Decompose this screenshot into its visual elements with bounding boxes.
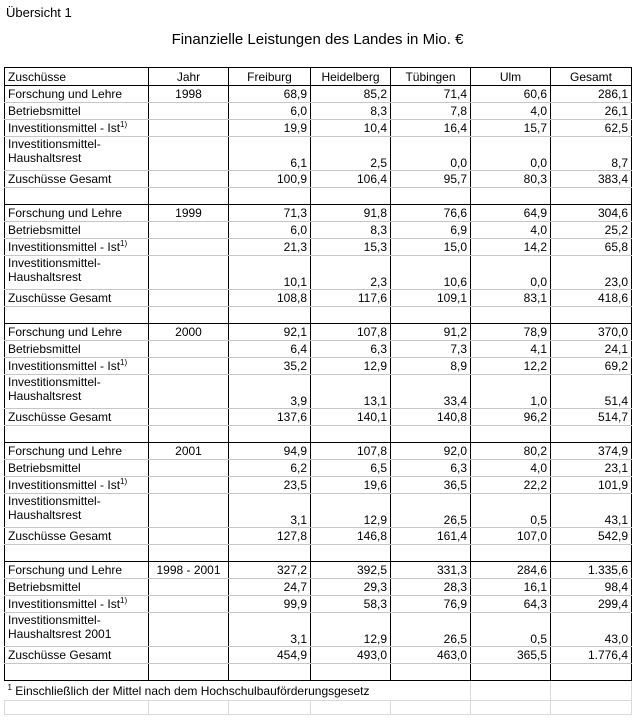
value-cell: 3,9 [229, 375, 311, 409]
value-cell: 4,1 [471, 341, 551, 358]
value-cell: 392,5 [311, 562, 391, 579]
value-cell: 8,3 [311, 222, 391, 239]
value-cell: 286,1 [551, 86, 632, 103]
year-cell [149, 103, 229, 120]
value-cell: 4,0 [471, 460, 551, 477]
spacer-row [5, 545, 632, 562]
value-cell: 6,9 [391, 222, 471, 239]
spacer-cell [149, 426, 229, 443]
spacer-cell [229, 188, 311, 205]
value-cell: 10,4 [311, 120, 391, 137]
value-cell: 299,4 [551, 596, 632, 613]
value-cell: 24,1 [551, 341, 632, 358]
value-cell: 29,3 [311, 579, 391, 596]
value-cell: 0,5 [471, 613, 551, 647]
value-cell: 19,6 [311, 477, 391, 494]
year-cell [149, 477, 229, 494]
spacer-cell [149, 545, 229, 562]
value-cell: 140,8 [391, 409, 471, 426]
spacer-row [5, 188, 632, 205]
year-cell [149, 222, 229, 239]
value-cell: 92,1 [229, 324, 311, 341]
spacer-cell [391, 664, 471, 681]
spacer-row [5, 307, 632, 324]
row-label-cell: Investitionsmittel - Ist$^{1)}$ [5, 120, 149, 137]
row-label-cell: Betriebsmittel [5, 460, 149, 477]
table-row [5, 256, 632, 290]
value-cell: 100,9 [229, 171, 311, 188]
column-header-ulm: Ulm [471, 68, 551, 86]
spacer-cell [391, 545, 471, 562]
year-cell [149, 528, 229, 545]
row-label-cell: Zuschüsse Gesamt [5, 171, 149, 188]
row-label-cell: Investitionsmittel - Ist$^{1)}$ [5, 358, 149, 375]
spacer-cell [149, 307, 229, 324]
year-cell: 1999 [149, 205, 229, 222]
row-label-cell: Forschung und Lehre [5, 443, 149, 460]
year-cell [149, 290, 229, 307]
spacer-cell [471, 545, 551, 562]
value-cell: 21,3 [229, 239, 311, 256]
value-cell: 26,5 [391, 613, 471, 647]
value-cell: 12,2 [471, 358, 551, 375]
grid-cell [471, 701, 551, 715]
grid-cell [229, 701, 311, 715]
row-label-cell: Investitionsmittel- Haushaltsrest [5, 256, 149, 290]
page-heading: Übersicht 1 [6, 5, 72, 20]
column-header-jahr: Jahr [149, 68, 229, 86]
spacer-cell [471, 664, 551, 681]
table-row [5, 460, 632, 477]
value-cell: 24,7 [229, 579, 311, 596]
grid-cell [551, 701, 632, 715]
table-row [5, 171, 632, 188]
row-label-cell: Zuschüsse Gesamt [5, 409, 149, 426]
value-cell: 107,8 [311, 324, 391, 341]
value-cell: 78,9 [471, 324, 551, 341]
spacer-cell [5, 426, 149, 443]
value-cell: 83,1 [471, 290, 551, 307]
label-superscript: 1) [120, 358, 128, 367]
value-cell: 106,4 [311, 171, 391, 188]
table-row [5, 562, 632, 579]
table-row [5, 409, 632, 426]
table-row [5, 205, 632, 222]
table-row [5, 494, 632, 528]
value-cell: 65,8 [551, 239, 632, 256]
value-cell: 15,0 [391, 239, 471, 256]
table-header-row [5, 68, 632, 86]
row-label-cell: Investitionsmittel- Haushaltsrest 2001 [5, 613, 149, 647]
row-label-cell: Investitionsmittel - Ist$^{1)}$ [5, 596, 149, 613]
value-cell: 98,4 [551, 579, 632, 596]
year-cell [149, 358, 229, 375]
row-label-cell: Betriebsmittel [5, 579, 149, 596]
spacer-cell [471, 307, 551, 324]
value-cell: 161,4 [391, 528, 471, 545]
spacer-cell [551, 188, 632, 205]
value-cell: 80,3 [471, 171, 551, 188]
value-cell: 92,0 [391, 443, 471, 460]
spacer-cell [391, 188, 471, 205]
spacer-cell [311, 307, 391, 324]
value-cell: 6,0 [229, 103, 311, 120]
grid-cell [311, 701, 391, 715]
row-label-cell: Betriebsmittel [5, 222, 149, 239]
value-cell: 51,4 [551, 375, 632, 409]
value-cell: 36,5 [391, 477, 471, 494]
value-cell: 6,3 [391, 460, 471, 477]
spacer-cell [551, 664, 632, 681]
value-cell: 94,9 [229, 443, 311, 460]
value-cell: 2,5 [311, 137, 391, 171]
value-cell: 374,9 [551, 443, 632, 460]
row-label-cell: Investitionsmittel- Haushaltsrest [5, 137, 149, 171]
year-cell: 1998 [149, 86, 229, 103]
value-cell: 7,8 [391, 103, 471, 120]
value-cell: 68,9 [229, 86, 311, 103]
value-cell: 0,0 [471, 256, 551, 290]
table-row [5, 596, 632, 613]
year-cell [149, 137, 229, 171]
value-cell: 1,0 [471, 375, 551, 409]
table-row [5, 324, 632, 341]
value-cell: 69,2 [551, 358, 632, 375]
row-label-cell: Forschung und Lehre [5, 86, 149, 103]
spacer-row [5, 426, 632, 443]
spacer-cell [5, 664, 149, 681]
row-label-cell: Forschung und Lehre [5, 324, 149, 341]
year-cell [149, 596, 229, 613]
value-cell: 284,6 [471, 562, 551, 579]
value-cell: 140,1 [311, 409, 391, 426]
value-cell: 107,0 [471, 528, 551, 545]
footnote-grid-cell [551, 681, 632, 701]
value-cell: 108,8 [229, 290, 311, 307]
row-label-cell: Investitionsmittel- Haushaltsrest [5, 494, 149, 528]
table-row [5, 222, 632, 239]
value-cell: 117,6 [311, 290, 391, 307]
year-cell [149, 613, 229, 647]
value-cell: 10,6 [391, 256, 471, 290]
spacer-cell [5, 545, 149, 562]
column-header-heidelberg: Heidelberg [311, 68, 391, 86]
value-cell: 95,7 [391, 171, 471, 188]
page-title: Finanzielle Leistungen des Landes in Mio. € [171, 31, 464, 48]
value-cell: 383,4 [551, 171, 632, 188]
value-cell: 3,1 [229, 613, 311, 647]
value-cell: 14,2 [471, 239, 551, 256]
column-header-gesamt: Gesamt [551, 68, 632, 86]
value-cell: 91,8 [311, 205, 391, 222]
table-row [5, 86, 632, 103]
table-row [5, 443, 632, 460]
value-cell: 43,0 [551, 613, 632, 647]
year-cell [149, 494, 229, 528]
spacer-cell [391, 426, 471, 443]
table-row [5, 477, 632, 494]
value-cell: 2,3 [311, 256, 391, 290]
table-row [5, 290, 632, 307]
value-cell: 91,2 [391, 324, 471, 341]
footnote-sup: 1 [7, 682, 12, 692]
spacer-cell [229, 545, 311, 562]
row-label-cell: Zuschüsse Gesamt [5, 647, 149, 664]
value-cell: 6,0 [229, 222, 311, 239]
spacer-cell [471, 188, 551, 205]
footnote-row [5, 681, 632, 701]
spacer-cell [311, 545, 391, 562]
year-cell [149, 341, 229, 358]
value-cell: 12,9 [311, 494, 391, 528]
spacer-cell [311, 426, 391, 443]
finance-table-body [5, 86, 632, 681]
table-row [5, 239, 632, 256]
finance-table [4, 67, 632, 715]
row-label-cell: Forschung und Lehre [5, 205, 149, 222]
row-label-cell: Investitionsmittel - Ist$^{1)}$ [5, 239, 149, 256]
label-superscript: 1) [120, 477, 128, 486]
value-cell: 12,9 [311, 358, 391, 375]
column-header-zuschuesse: Zuschüsse [5, 68, 149, 86]
value-cell: 76,9 [391, 596, 471, 613]
table-row [5, 579, 632, 596]
value-cell: 4,0 [471, 103, 551, 120]
year-cell [149, 239, 229, 256]
value-cell: 16,1 [471, 579, 551, 596]
spacer-cell [229, 664, 311, 681]
value-cell: 26,1 [551, 103, 632, 120]
value-cell: 25,2 [551, 222, 632, 239]
value-cell: 99,9 [229, 596, 311, 613]
spacer-cell [311, 664, 391, 681]
label-superscript: 1) [120, 120, 128, 129]
value-cell: 6,4 [229, 341, 311, 358]
value-cell: 101,9 [551, 477, 632, 494]
table-row [5, 137, 632, 171]
value-cell: 96,2 [471, 409, 551, 426]
value-cell: 0,0 [471, 137, 551, 171]
value-cell: 4,0 [471, 222, 551, 239]
value-cell: 107,8 [311, 443, 391, 460]
table-row [5, 647, 632, 664]
value-cell: 7,3 [391, 341, 471, 358]
value-cell: 6,1 [229, 137, 311, 171]
year-cell: 1998 - 2001 [149, 562, 229, 579]
grid-cell [391, 701, 471, 715]
grid-cell [5, 701, 149, 715]
value-cell: 463,0 [391, 647, 471, 664]
value-cell: 493,0 [311, 647, 391, 664]
spacer-cell [551, 307, 632, 324]
spacer-cell [551, 545, 632, 562]
value-cell: 0,5 [471, 494, 551, 528]
value-cell: 15,7 [471, 120, 551, 137]
year-cell: 2000 [149, 324, 229, 341]
value-cell: 64,3 [471, 596, 551, 613]
value-cell: 0,0 [391, 137, 471, 171]
row-label-cell: Forschung und Lehre [5, 562, 149, 579]
year-cell [149, 171, 229, 188]
table-row [5, 375, 632, 409]
value-cell: 85,2 [311, 86, 391, 103]
spacer-cell [311, 188, 391, 205]
value-cell: 33,4 [391, 375, 471, 409]
value-cell: 6,2 [229, 460, 311, 477]
value-cell: 58,3 [311, 596, 391, 613]
value-cell: 35,2 [229, 358, 311, 375]
value-cell: 26,5 [391, 494, 471, 528]
value-cell: 514,7 [551, 409, 632, 426]
footnote-grid-cell [471, 681, 551, 701]
row-label-cell: Zuschüsse Gesamt [5, 528, 149, 545]
year-cell [149, 256, 229, 290]
value-cell: 418,6 [551, 290, 632, 307]
value-cell: 542,9 [551, 528, 632, 545]
spacer-cell [229, 426, 311, 443]
value-cell: 1.335,6 [551, 562, 632, 579]
value-cell: 15,3 [311, 239, 391, 256]
label-superscript: 1) [120, 596, 128, 605]
value-cell: 23,1 [551, 460, 632, 477]
spacer-cell [229, 307, 311, 324]
value-cell: 370,0 [551, 324, 632, 341]
year-cell [149, 460, 229, 477]
value-cell: 13,1 [311, 375, 391, 409]
value-cell: 22,2 [471, 477, 551, 494]
value-cell: 80,2 [471, 443, 551, 460]
value-cell: 331,3 [391, 562, 471, 579]
value-cell: 12,9 [311, 613, 391, 647]
value-cell: 10,1 [229, 256, 311, 290]
row-label-cell: Betriebsmittel [5, 103, 149, 120]
year-cell [149, 120, 229, 137]
column-header-freiburg: Freiburg [229, 68, 311, 86]
value-cell: 6,3 [311, 341, 391, 358]
label-superscript: 1) [120, 239, 128, 248]
spacer-cell [551, 426, 632, 443]
value-cell: 304,6 [551, 205, 632, 222]
value-cell: 62,5 [551, 120, 632, 137]
row-label-cell: Betriebsmittel [5, 341, 149, 358]
row-label-cell: Investitionsmittel - Ist$^{1)}$ [5, 477, 149, 494]
value-cell: 23,5 [229, 477, 311, 494]
row-label-cell: Zuschüsse Gesamt [5, 290, 149, 307]
value-cell: 23,0 [551, 256, 632, 290]
grid-cell [149, 701, 229, 715]
value-cell: 6,5 [311, 460, 391, 477]
column-header-tuebingen: Tübingen [391, 68, 471, 86]
value-cell: 60,6 [471, 86, 551, 103]
spacer-row [5, 664, 632, 681]
spacer-cell [149, 664, 229, 681]
value-cell: 1.776,4 [551, 647, 632, 664]
table-row [5, 358, 632, 375]
value-cell: 71,4 [391, 86, 471, 103]
value-cell: 71,3 [229, 205, 311, 222]
value-cell: 19,9 [229, 120, 311, 137]
value-cell: 64,9 [471, 205, 551, 222]
value-cell: 28,3 [391, 579, 471, 596]
row-label-cell: Investitionsmittel- Haushaltsrest [5, 375, 149, 409]
year-cell: 2001 [149, 443, 229, 460]
value-cell: 76,6 [391, 205, 471, 222]
value-cell: 8,9 [391, 358, 471, 375]
value-cell: 8,7 [551, 137, 632, 171]
year-cell [149, 409, 229, 426]
value-cell: 3,1 [229, 494, 311, 528]
spacer-cell [5, 188, 149, 205]
table-row [5, 613, 632, 647]
residual-gridline-row [5, 701, 632, 715]
spacer-cell [5, 307, 149, 324]
value-cell: 16,4 [391, 120, 471, 137]
value-cell: 109,1 [391, 290, 471, 307]
table-row [5, 120, 632, 137]
value-cell: 327,2 [229, 562, 311, 579]
footnote-text: $^1$ Einschließlich der Mittel nach dem Hochschulbauförderungsgesetz [5, 681, 471, 701]
year-cell [149, 375, 229, 409]
value-cell: 8,3 [311, 103, 391, 120]
spacer-cell [391, 307, 471, 324]
spacer-cell [149, 188, 229, 205]
value-cell: 454,9 [229, 647, 311, 664]
value-cell: 365,5 [471, 647, 551, 664]
year-cell [149, 579, 229, 596]
spacer-cell [471, 426, 551, 443]
year-cell [149, 647, 229, 664]
value-cell: 137,6 [229, 409, 311, 426]
value-cell: 146,8 [311, 528, 391, 545]
table-row [5, 528, 632, 545]
table-row [5, 103, 632, 120]
value-cell: 127,8 [229, 528, 311, 545]
table-row [5, 341, 632, 358]
value-cell: 43,1 [551, 494, 632, 528]
